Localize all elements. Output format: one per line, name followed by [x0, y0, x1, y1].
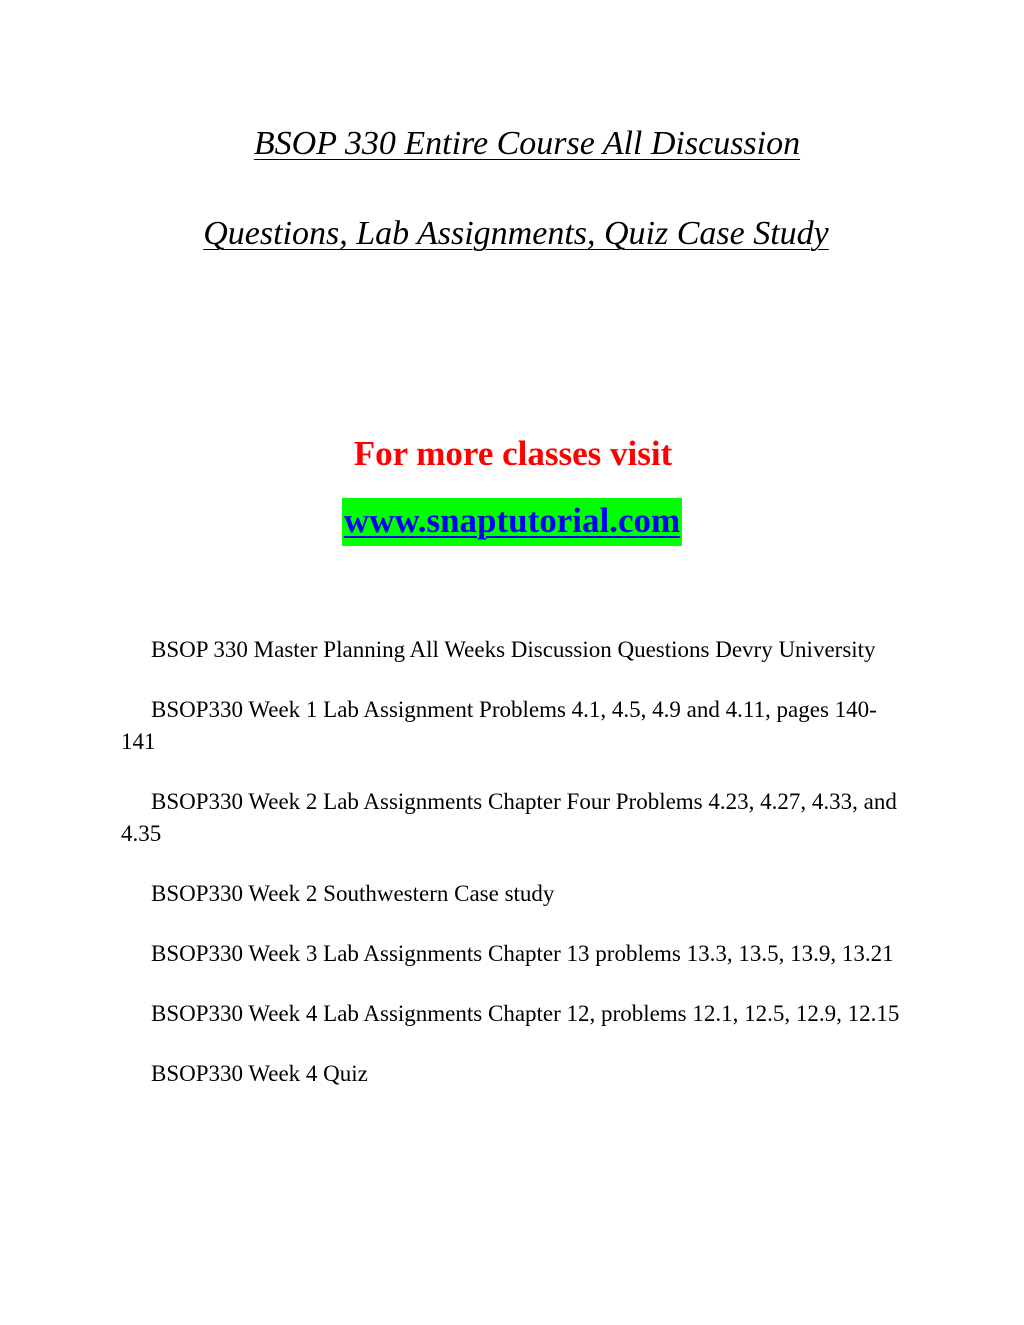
list-item: BSOP330 Week 1 Lab Assignment Problems 4.1, 4.5, 4.9 and 4.11, pages 140-141: [121, 697, 877, 754]
list-item: BSOP330 Week 4 Lab Assignments Chapter 12, problems 12.1, 12.5, 12.9, 12.15: [151, 1001, 900, 1026]
list-item: BSOP330 Week 2 Southwestern Case study: [151, 881, 555, 906]
site-link-container: [0, 498, 1024, 546]
site-link[interactable]: www.snaptutorial.com: [342, 498, 682, 546]
course-item-list: [121, 634, 911, 1090]
title-line-2: Questions, Lab Assignments, Quiz Case Study: [203, 215, 829, 252]
promo-text: For more classes visit: [353, 434, 673, 473]
list-item: BSOP330 Week 4 Quiz: [151, 1061, 368, 1086]
list-item: BSOP330 Week 2 Lab Assignments Chapter Four Problems 4.23, 4.27, 4.33, and 4.35: [121, 789, 897, 846]
list-item: BSOP330 Week 3 Lab Assignments Chapter 13 problems 13.3, 13.5, 13.9, 13.21: [151, 941, 894, 966]
list-item: BSOP 330 Master Planning All Weeks Discussion Questions Devry University: [151, 637, 876, 662]
title-line-1: BSOP 330 Entire Course All Discussion: [253, 125, 801, 162]
